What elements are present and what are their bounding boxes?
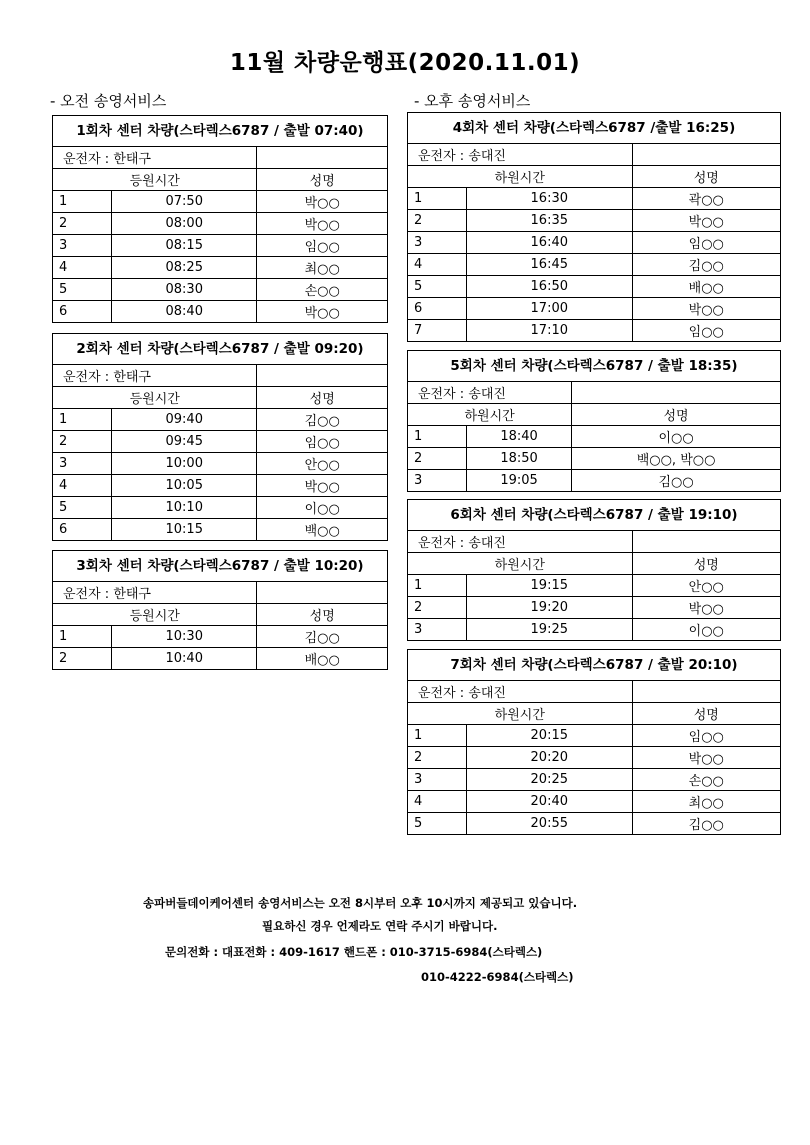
- row-number: 3: [53, 235, 112, 257]
- table-row: [53, 191, 387, 213]
- table-row: [408, 791, 780, 813]
- schedule-title: 4회차 센터 차량(스타렉스6787 /출발 16:25): [408, 113, 780, 144]
- row-name: 박○○: [257, 191, 387, 213]
- row-time: 08:25: [112, 257, 257, 279]
- schedule-table: [53, 365, 387, 540]
- row-name: 최○○: [257, 257, 387, 279]
- schedule-box-2: [52, 333, 388, 541]
- row-name: 김○○: [632, 254, 780, 276]
- row-number: 6: [53, 519, 112, 541]
- row-number: 2: [408, 597, 467, 619]
- empty-cell: [632, 681, 780, 703]
- row-time: 16:40: [467, 232, 633, 254]
- footer-notice: 송파버들데이케어센터 송영서비스는 오전 8시부터 오후 10시까지 제공되고 있습니다.: [143, 896, 578, 910]
- row-number: 3: [408, 619, 467, 641]
- schedule-title: 1회차 센터 차량(스타렉스6787 / 출발 07:40): [53, 116, 387, 147]
- driver-cell: 운전자 : 송대진: [408, 531, 632, 553]
- row-number: 1: [53, 191, 112, 213]
- row-number: 2: [53, 213, 112, 235]
- row-time: 17:10: [467, 320, 633, 342]
- table-row: [53, 235, 387, 257]
- row-time: 18:50: [467, 448, 572, 470]
- footer-contact-request: 필요하신 경우 언제라도 연락 주시기 바랍니다.: [262, 919, 498, 933]
- row-number: 4: [53, 257, 112, 279]
- row-time: 10:15: [112, 519, 257, 541]
- table-row: [53, 279, 387, 301]
- schedule-table: [53, 147, 387, 322]
- row-name: 손○○: [632, 769, 780, 791]
- row-number: 4: [53, 475, 112, 497]
- row-name: 손○○: [257, 279, 387, 301]
- table-row: [53, 213, 387, 235]
- row-name: 백○○: [257, 519, 387, 541]
- schedule-table: [53, 582, 387, 669]
- time-header: 하원시간: [408, 553, 632, 575]
- row-time: 07:50: [112, 191, 257, 213]
- row-name: 최○○: [632, 791, 780, 813]
- empty-cell: [257, 147, 387, 169]
- row-name: 박○○: [632, 597, 780, 619]
- row-number: 5: [53, 279, 112, 301]
- row-time: 20:40: [467, 791, 633, 813]
- row-name: 이○○: [632, 619, 780, 641]
- row-time: 20:25: [467, 769, 633, 791]
- row-time: 09:45: [112, 431, 257, 453]
- table-row: [53, 257, 387, 279]
- row-number: 1: [408, 575, 467, 597]
- empty-cell: [632, 531, 780, 553]
- driver-cell: 운전자 : 송대진: [408, 144, 632, 166]
- table-row: [408, 470, 780, 492]
- driver-cell: 운전자 : 한태구: [53, 147, 257, 169]
- row-number: 7: [408, 320, 467, 342]
- table-row: [53, 626, 387, 648]
- row-name: 김○○: [257, 409, 387, 431]
- empty-cell: [257, 582, 387, 604]
- table-row: [53, 497, 387, 519]
- row-name: 임○○: [632, 320, 780, 342]
- row-name: 김○○: [257, 626, 387, 648]
- name-header: 성명: [632, 166, 780, 188]
- table-row: [53, 453, 387, 475]
- time-header: 등원시간: [53, 604, 257, 626]
- morning-section-label: - 오전 송영서비스: [50, 92, 167, 110]
- row-number: 5: [53, 497, 112, 519]
- row-time: 16:35: [467, 210, 633, 232]
- footer-phone-second: 010-4222-6984(스타렉스): [421, 970, 574, 984]
- table-row: [408, 747, 780, 769]
- row-name: 안○○: [257, 453, 387, 475]
- time-header: 하원시간: [408, 404, 572, 426]
- empty-cell: [632, 144, 780, 166]
- table-row: [408, 448, 780, 470]
- row-time: 16:50: [467, 276, 633, 298]
- row-time: 17:00: [467, 298, 633, 320]
- row-time: 19:15: [467, 575, 633, 597]
- schedule-title: 2회차 센터 차량(스타렉스6787 / 출발 09:20): [53, 334, 387, 365]
- schedule-box-4: [407, 112, 781, 342]
- row-time: 19:05: [467, 470, 572, 492]
- row-time: 09:40: [112, 409, 257, 431]
- schedule-title: 5회차 센터 차량(스타렉스6787 / 출발 18:35): [408, 351, 780, 382]
- row-number: 1: [408, 725, 467, 747]
- page-title: 11월 차량운행표(2020.11.01): [229, 50, 581, 76]
- row-time: 08:00: [112, 213, 257, 235]
- name-header: 성명: [257, 169, 387, 191]
- row-number: 1: [53, 409, 112, 431]
- driver-cell: 운전자 : 송대진: [408, 382, 572, 404]
- row-name: 이○○: [257, 497, 387, 519]
- name-header: 성명: [632, 553, 780, 575]
- row-number: 2: [53, 431, 112, 453]
- row-name: 박○○: [257, 213, 387, 235]
- row-time: 20:20: [467, 747, 633, 769]
- row-name: 박○○: [257, 475, 387, 497]
- row-time: 10:30: [112, 626, 257, 648]
- schedule-box-5: [407, 350, 781, 492]
- row-number: 1: [53, 626, 112, 648]
- row-time: 10:00: [112, 453, 257, 475]
- driver-cell: 운전자 : 송대진: [408, 681, 632, 703]
- row-time: 08:15: [112, 235, 257, 257]
- row-time: 16:45: [467, 254, 633, 276]
- row-time: 19:25: [467, 619, 633, 641]
- name-header: 성명: [257, 604, 387, 626]
- table-row: [53, 648, 387, 670]
- row-time: 08:30: [112, 279, 257, 301]
- row-number: 1: [408, 188, 467, 210]
- driver-cell: 운전자 : 한태구: [53, 582, 257, 604]
- schedule-box-3: [52, 550, 388, 670]
- row-number: 2: [408, 210, 467, 232]
- table-row: [408, 769, 780, 791]
- row-name: 곽○○: [632, 188, 780, 210]
- table-row: [408, 298, 780, 320]
- row-time: 20:55: [467, 813, 633, 835]
- schedule-box-1: [52, 115, 388, 323]
- row-number: 3: [408, 470, 467, 492]
- empty-cell: [572, 382, 780, 404]
- row-name: 박○○: [632, 210, 780, 232]
- schedule-table: [408, 681, 780, 834]
- table-row: [53, 475, 387, 497]
- row-name: 임○○: [257, 235, 387, 257]
- table-row: [408, 813, 780, 835]
- row-time: 19:20: [467, 597, 633, 619]
- row-name: 박○○: [632, 747, 780, 769]
- table-row: [408, 619, 780, 641]
- schedule-title: 6회차 센터 차량(스타렉스6787 / 출발 19:10): [408, 500, 780, 531]
- table-row: [408, 575, 780, 597]
- driver-cell: 운전자 : 한태구: [53, 365, 257, 387]
- row-name: 김○○: [572, 470, 780, 492]
- name-header: 성명: [257, 387, 387, 409]
- table-row: [408, 188, 780, 210]
- row-number: 4: [408, 791, 467, 813]
- row-name: 임○○: [257, 431, 387, 453]
- row-number: 2: [408, 747, 467, 769]
- row-name: 배○○: [257, 648, 387, 670]
- time-header: 등원시간: [53, 387, 257, 409]
- row-time: 16:30: [467, 188, 633, 210]
- row-time: 10:40: [112, 648, 257, 670]
- row-number: 6: [408, 298, 467, 320]
- table-row: [408, 276, 780, 298]
- table-row: [408, 725, 780, 747]
- row-number: 1: [408, 426, 467, 448]
- row-number: 2: [408, 448, 467, 470]
- row-number: 3: [408, 232, 467, 254]
- row-number: 3: [408, 769, 467, 791]
- time-header: 하원시간: [408, 166, 632, 188]
- row-name: 배○○: [632, 276, 780, 298]
- row-number: 3: [53, 453, 112, 475]
- schedule-table: [408, 382, 780, 491]
- afternoon-section-label: - 오후 송영서비스: [414, 92, 531, 110]
- table-row: [408, 320, 780, 342]
- row-name: 김○○: [632, 813, 780, 835]
- row-number: 4: [408, 254, 467, 276]
- schedule-title: 3회차 센터 차량(스타렉스6787 / 출발 10:20): [53, 551, 387, 582]
- table-row: [408, 597, 780, 619]
- row-name: 박○○: [257, 301, 387, 323]
- table-row: [53, 431, 387, 453]
- table-row: [408, 254, 780, 276]
- schedule-title: 7회차 센터 차량(스타렉스6787 / 출발 20:10): [408, 650, 780, 681]
- row-number: 2: [53, 648, 112, 670]
- time-header: 등원시간: [53, 169, 257, 191]
- row-time: 18:40: [467, 426, 572, 448]
- table-row: [408, 210, 780, 232]
- table-row: [53, 519, 387, 541]
- row-time: 20:15: [467, 725, 633, 747]
- row-name: 임○○: [632, 725, 780, 747]
- footer-phone-main: 문의전화 : 대표전화 : 409-1617 핸드폰 : 010-3715-6984(스타렉스): [165, 945, 543, 959]
- row-number: 5: [408, 276, 467, 298]
- empty-cell: [257, 365, 387, 387]
- name-header: 성명: [632, 703, 780, 725]
- row-name: 임○○: [632, 232, 780, 254]
- row-name: 박○○: [632, 298, 780, 320]
- schedule-box-7: [407, 649, 781, 835]
- row-time: 08:40: [112, 301, 257, 323]
- row-number: 6: [53, 301, 112, 323]
- row-name: 안○○: [632, 575, 780, 597]
- name-header: 성명: [572, 404, 780, 426]
- table-row: [53, 409, 387, 431]
- time-header: 하원시간: [408, 703, 632, 725]
- row-name: 백○○, 박○○: [572, 448, 780, 470]
- row-time: 10:05: [112, 475, 257, 497]
- row-name: 이○○: [572, 426, 780, 448]
- table-row: [408, 426, 780, 448]
- table-row: [408, 232, 780, 254]
- row-number: 5: [408, 813, 467, 835]
- schedule-table: [408, 531, 780, 640]
- schedule-table: [408, 144, 780, 341]
- row-time: 10:10: [112, 497, 257, 519]
- table-row: [53, 301, 387, 323]
- schedule-box-6: [407, 499, 781, 641]
